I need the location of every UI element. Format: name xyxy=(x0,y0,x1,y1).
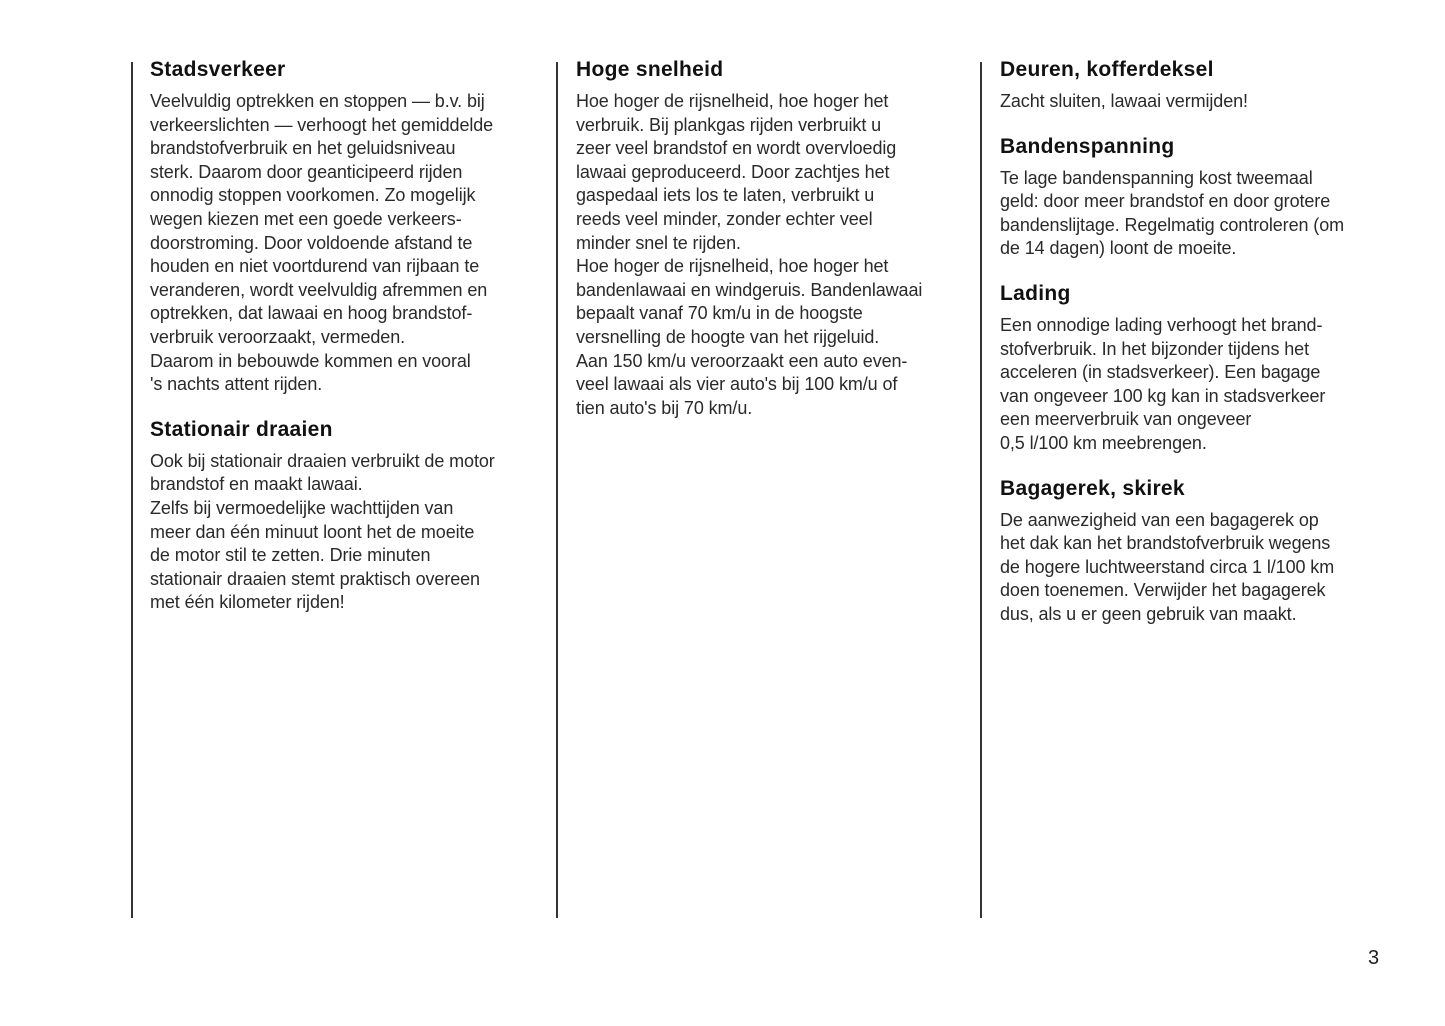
body-text-line: tien auto's bij 70 km/u. xyxy=(576,397,753,418)
body-text-line: bandenlawaai en windgeruis. Bandenlawaai xyxy=(576,279,923,300)
section xyxy=(1000,58,1400,114)
body-text-line: doen toenemen. Verwijder het bagagerek xyxy=(1000,580,1326,601)
body-text-line: bandenslijtage. Regelmatig controleren (om xyxy=(1000,214,1344,235)
body-text-line: Zacht sluiten, lawaai vermijden! xyxy=(1000,91,1248,111)
section-heading: Bagagerek, skirek xyxy=(1000,476,1185,500)
body-text-line: veranderen, wordt veelvuldig afremmen en xyxy=(150,279,488,300)
body-text-line: verbruik veroorzaakt, vermeden. xyxy=(150,326,406,347)
body-text-line: brandstof en maakt lawaai. xyxy=(150,474,363,495)
body-text-line: Te lage bandenspanning kost tweemaal xyxy=(1000,167,1313,188)
section xyxy=(150,418,550,615)
column-divider-3 xyxy=(980,62,982,918)
section-heading: Lading xyxy=(1000,281,1071,305)
body-text-line: verbruik. Bij plankgas rijden verbruikt u xyxy=(576,114,882,135)
column-3 xyxy=(1000,58,1400,648)
body-text-line: wegen kiezen met een goede verkeers- xyxy=(150,208,462,229)
body-text-line: het dak kan het brandstofverbruik wegens xyxy=(1000,533,1331,554)
body-text-line: geld: door meer brandstof en door grotere xyxy=(1000,191,1331,212)
body-text-line: sterk. Daarom door geanticipeerd rijden xyxy=(150,161,463,182)
column-divider-1 xyxy=(131,62,133,918)
section xyxy=(1000,135,1400,261)
body-text-line: stationair draaien stemt praktisch overeen xyxy=(150,568,480,589)
body-text-line: van ongeveer 100 kg kan in stadsverkeer xyxy=(1000,385,1326,406)
section-heading: Bandenspanning xyxy=(1000,134,1175,158)
body-text-line: onnodig stoppen voorkomen. Zo mogelijk xyxy=(150,185,476,206)
page-number: 3 xyxy=(1368,947,1380,969)
body-text-line: 's nachts attent rijden. xyxy=(150,374,323,395)
body-text-line: veel lawaai als vier auto's bij 100 km/u of xyxy=(576,374,898,395)
body-text-line: bepaalt vanaf 70 km/u in de hoogste xyxy=(576,303,863,324)
section xyxy=(576,58,976,420)
section-heading: Stationair draaien xyxy=(150,417,333,441)
body-text-line: De aanwezigheid van een bagagerek op xyxy=(1000,509,1319,530)
section-heading: Deuren, kofferdeksel xyxy=(1000,58,1214,81)
body-text-line: Zelfs bij vermoedelijke wachttijden van xyxy=(150,497,454,518)
section-heading: Stadsverkeer xyxy=(150,58,286,81)
body-text-line: Veelvuldig optrekken en stoppen — b.v. bij xyxy=(150,91,485,111)
body-text-line: gaspedaal iets los te laten, verbruikt u xyxy=(576,185,875,206)
body-text-line: meer dan één minuut loont het de moeite xyxy=(150,521,475,542)
body-text-line: acceleren (in stadsverkeer). Een bagage xyxy=(1000,362,1321,383)
body-text-line: zeer veel brandstof en wordt overvloedig xyxy=(576,138,897,159)
column-2 xyxy=(576,58,976,441)
body-text-line: versnelling de hoogte van het rijgeluid. xyxy=(576,326,880,347)
body-text-line: stofverbruik. In het bijzonder tijdens het xyxy=(1000,338,1309,359)
section xyxy=(1000,282,1400,456)
body-text-line: Hoe hoger de rijsnelheid, hoe hoger het xyxy=(576,256,889,277)
column-divider-2 xyxy=(556,62,558,918)
section xyxy=(150,58,550,397)
body-text-line: Ook bij stationair draaien verbruikt de motor xyxy=(150,450,495,471)
body-text-line: optrekken, dat lawaai en hoog brandstof- xyxy=(150,303,473,324)
section-heading: Hoge snelheid xyxy=(576,58,724,81)
body-text-line: verkeerslichten — verhoogt het gemiddelde xyxy=(150,114,494,135)
body-text-line: reeds veel minder, zonder echter veel xyxy=(576,208,873,229)
body-text-line: houden en niet voortdurend van rijbaan te xyxy=(150,256,480,277)
body-text-line: lawaai geproduceerd. Door zachtjes het xyxy=(576,161,890,182)
body-text-line: Aan 150 km/u veroorzaakt een auto even- xyxy=(576,350,908,371)
column-1 xyxy=(150,58,550,636)
body-text-line: de hogere luchtweerstand circa 1 l/100 km xyxy=(1000,556,1335,577)
body-text-line: doorstroming. Door voldoende afstand te xyxy=(150,232,473,253)
body-text-line: minder snel te rijden. xyxy=(576,232,741,253)
body-text-line: de 14 dagen) loont de moeite. xyxy=(1000,238,1237,259)
body-text-line: 0,5 l/100 km meebrengen. xyxy=(1000,432,1207,453)
body-text-line: Een onnodige lading verhoogt het brand- xyxy=(1000,314,1323,335)
body-text-line: de motor stil te zetten. Drie minuten xyxy=(150,545,431,566)
body-text-line: met één kilometer rijden! xyxy=(150,592,345,613)
body-text-line: een meerverbruik van ongeveer xyxy=(1000,409,1252,430)
body-text-line: dus, als u er geen gebruik van maakt. xyxy=(1000,603,1297,624)
section xyxy=(1000,477,1400,627)
body-text-line: brandstofverbruik en het geluidsniveau xyxy=(150,138,456,159)
body-text-line: Hoe hoger de rijsnelheid, hoe hoger het xyxy=(576,91,889,111)
body-text-line: Daarom in bebouwde kommen en vooral xyxy=(150,350,471,371)
